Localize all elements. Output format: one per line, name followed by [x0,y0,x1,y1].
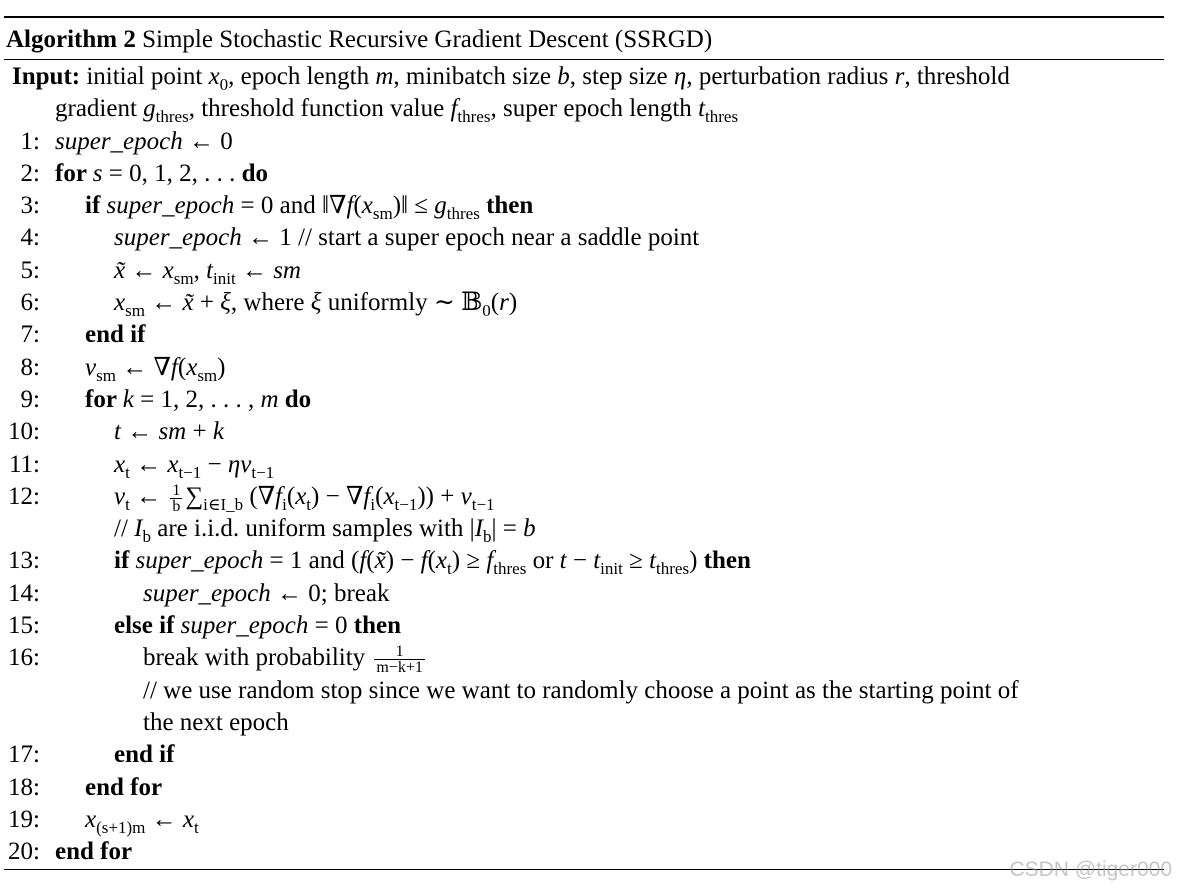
text: + [186,418,213,446]
text: ( [366,547,375,575]
algorithm-line [0,707,1180,739]
line-number: 8: [20,353,40,381]
math-symbol: I [474,515,484,543]
algorithm-line [0,675,1180,707]
line-number: 7: [20,321,40,349]
text: , epoch length [228,63,376,90]
subscript: 0 [219,75,229,94]
math-symbol: k [122,385,134,413]
subscript: thres [155,107,189,127]
subscript: i∈I_b [203,494,244,514]
line-number: 9: [20,385,40,413]
text: ← ∇ [115,353,171,381]
math-symbol: sm [273,256,301,284]
fraction-denominator: m−k+1 [376,659,423,677]
subscript: sm [372,204,393,224]
line-content [114,449,274,481]
math-symbol: x [162,256,174,284]
line-content [143,707,289,739]
algorithm-line [0,158,1180,190]
algorithm-line [0,610,1180,642]
subscript: t−1 [251,462,275,482]
math-symbol: f [486,547,494,575]
keyword: then [703,547,751,575]
subscript: thres [493,559,527,579]
fraction-denominator: b [172,497,181,515]
text: ) − ∇ [311,482,364,510]
subscript: i [282,494,287,514]
text: )‖ ≤ [392,192,435,220]
algorithm-body [0,61,1180,868]
fraction-numerator: 1 [395,643,404,661]
math-symbol: super_epoch [55,127,183,155]
keyword: end for [85,773,163,801]
algorithm-line [0,772,1180,804]
line-number: 18: [8,773,40,801]
algorithm-line [0,449,1180,481]
keyword: then [353,612,401,640]
subscript: sm [96,365,116,385]
text: break with probability [143,644,372,672]
text: are i.i.d. uniform samples with | [150,515,475,543]
line-content [114,255,301,287]
math-symbol: f [359,547,367,575]
line-content [114,513,536,545]
text: ← 1 // start a super epoch near a saddle point [241,224,700,252]
text: = 0, 1, 2, . . . [102,159,242,187]
text: initial point [80,63,209,90]
line-number: 17: [8,741,40,769]
math-symbol: f [346,192,354,220]
line-content [85,804,199,836]
keyword: end if [114,741,175,769]
math-symbol: super_epoch [143,579,271,607]
line-content [114,481,495,514]
keyword: then [479,192,534,220]
text: , where [230,289,311,317]
line-content [114,287,517,319]
keyword: do [278,385,312,413]
math-symbol: m [375,63,394,90]
text: uniformly ∼ 𝔹 [321,289,483,317]
subscript: sm [197,365,218,385]
text: the next epoch [143,708,289,736]
math-symbol: t [206,256,214,284]
line-content [143,675,1019,707]
math-symbol: x [435,547,448,575]
text: , step size [569,63,674,90]
keyword: for [55,159,93,187]
line-number: 6: [20,289,40,317]
math-symbol: x [208,63,220,90]
algorithm-line [0,836,1180,868]
line-number: 20: [8,838,40,866]
subscript: thres [457,107,491,127]
math-symbol: t [698,95,706,123]
line-number: 4: [20,224,40,252]
line-content [55,158,268,190]
math-symbol: x̃ [114,256,126,284]
text: ( [427,547,436,575]
text: | = [491,515,524,543]
subscript: thres [656,559,690,579]
keyword: for [85,385,123,413]
math-symbol: t [593,547,601,575]
text: // [114,515,135,543]
algorithm-title: Simple Stochastic Recursive Gradient Descent (SSRGD) [142,26,713,53]
text: ) ≥ [451,547,487,575]
subscript: b [142,527,151,547]
line-number: 2: [20,159,40,187]
math-symbol: x [295,482,307,510]
line-number: 10: [8,418,40,446]
math-symbol: r [499,289,509,317]
subscript: sm [173,268,194,288]
text: ← [235,256,274,284]
fraction-numerator: 1 [172,481,181,499]
algorithm-label: Algorithm 2 [6,26,136,53]
text: gradient [55,95,144,123]
math-symbol: v [114,482,126,510]
math-symbol: I [134,515,143,543]
algorithm-line [0,384,1180,416]
math-symbol: f [363,482,371,510]
input-label: Input: [12,63,81,90]
subscript: t−1 [178,462,202,482]
text: ← [120,418,159,446]
text: + [193,289,221,317]
algorithm-line [0,481,1180,513]
math-symbol: x [361,192,373,220]
line-content [12,61,1010,93]
math-symbol: x [186,353,198,381]
math-symbol: super_epoch [114,224,242,252]
text: ( [177,353,187,381]
math-symbol: super_epoch [106,192,235,220]
subscript: i [370,494,376,514]
text: ( [375,482,384,510]
text: ← [145,805,183,833]
text: ← [129,450,168,478]
subscript: t [306,494,312,514]
caption-rule [4,59,1164,60]
math-symbol: x [85,805,97,833]
algorithm-line [0,190,1180,222]
subscript: t [447,559,452,579]
algorithm-line [0,222,1180,254]
math-symbol: super_epoch [135,547,264,575]
subscript: init [600,559,623,579]
keyword: if [85,192,107,220]
text: , threshold [904,63,1010,90]
text: , super epoch length [490,95,699,123]
line-number: 11: [8,450,40,478]
text: ← [129,482,168,510]
math-symbol: s [92,159,103,187]
subscript: t [125,494,130,514]
line-number: 3: [20,192,40,220]
text: ) [508,289,518,317]
algorithm-line [0,739,1180,771]
subscript: init [213,268,236,288]
text: ≥ [622,547,650,575]
text: )) + [417,482,461,510]
math-symbol: sm [158,418,187,446]
math-symbol: ξ [310,289,322,317]
text: , minibatch size [393,63,558,90]
text: ) − [385,547,421,575]
math-symbol: η [673,63,687,90]
text: , perturbation radius [686,63,895,90]
algorithm-line [0,804,1180,836]
math-symbol: x [383,482,395,510]
math-symbol: m [260,385,279,413]
keyword: do [241,159,268,187]
subscript: thres [446,204,480,224]
text: = 0 and ‖∇ [234,192,347,220]
subscript: sm [125,301,145,321]
line-content [143,578,389,610]
math-symbol: x [114,450,126,478]
top-rule [4,16,1164,18]
line-content [55,836,132,868]
algorithm-line [0,578,1180,610]
math-symbol: x̃ [374,547,386,575]
text: = 0 [308,612,354,640]
fraction [170,483,182,514]
math-symbol: r [894,63,905,90]
math-symbol: v [85,353,97,381]
algorithm-line [0,352,1180,384]
math-symbol: v [460,482,472,510]
line-content [143,642,428,675]
math-symbol: x [167,450,179,478]
keyword: if [114,547,136,575]
subscript: b [483,527,492,547]
math-symbol: b [557,63,570,90]
text: − [566,547,594,575]
input-line [0,93,1180,125]
text: ← [125,256,163,284]
math-symbol: f [170,353,178,381]
algorithm-line [0,287,1180,319]
line-content [114,416,224,448]
subscript: t [193,817,199,837]
algorithm-caption [6,26,712,54]
text: = 1, 2, . . . , [133,385,261,413]
fraction [374,644,425,675]
keyword: else if [114,612,181,640]
math-symbol: super_epoch [180,612,309,640]
line-number: 15: [8,612,40,640]
algorithm-line [0,642,1180,677]
line-content [85,319,145,351]
subscript: (s+1)m [96,817,146,837]
line-content [55,93,738,125]
line-number: 16: [8,644,40,672]
math-symbol: k [212,418,224,446]
keyword: end if [85,321,146,349]
bottom-rule [4,869,1164,870]
math-symbol: b [523,515,536,543]
subscript: 0 [482,301,491,321]
text: ← [144,289,183,317]
subscript: t−1 [394,494,418,514]
math-symbol: t [559,547,567,575]
line-number: 14: [8,579,40,607]
line-number: 13: [8,547,40,575]
algorithm-line [0,545,1180,577]
algorithm-line [0,126,1180,158]
math-symbol: t [114,418,121,446]
text: ← 0 [182,127,233,155]
math-symbol: x [114,289,126,317]
line-content [114,610,401,642]
line-number: 19: [8,805,40,833]
math-symbol: f [420,547,428,575]
line-content [55,126,233,158]
line-number: 5: [20,256,40,284]
watermark: CSDN @tiger000 [1009,858,1172,881]
algorithm-line [0,513,1180,545]
math-symbol: f [275,482,283,510]
line-number: 12: [8,482,40,510]
text: , [193,256,207,284]
line-content [85,352,225,384]
text: ( [490,289,500,317]
text: ( [286,482,296,510]
text: ) [689,547,704,575]
subscript: t−1 [471,494,495,514]
line-number: 1: [20,127,40,155]
math-symbol: g [143,95,156,123]
line-content [114,222,699,254]
algorithm-line [0,319,1180,351]
line-content [85,384,311,416]
math-symbol: ηv [227,450,252,478]
text: (∇ [243,482,276,510]
math-symbol: t [649,547,657,575]
text: // we use random stop since we want to randomly choose a point as the starting point of [143,676,1019,704]
text: ( [353,192,362,220]
line-content [114,545,751,577]
math-symbol: ξ [220,289,231,317]
text: ∑ [185,482,204,510]
text: , threshold function value [188,95,451,123]
text: or [526,547,560,575]
math-symbol: x̃ [182,289,194,317]
keyword: end for [55,838,133,866]
subscript: t [125,462,130,482]
subscript: thres [705,107,739,127]
text: = 1 and ( [263,547,360,575]
line-content [114,739,174,771]
math-symbol: g [434,192,447,220]
algorithm-line [0,255,1180,287]
line-content [85,190,533,222]
text: ← 0; break [270,579,390,607]
input-line [0,61,1180,93]
line-content [85,772,162,804]
algorithm-line [0,416,1180,448]
text: ) [217,353,226,381]
text: − [201,450,228,478]
math-symbol: f [450,95,458,123]
math-symbol: x [182,805,194,833]
